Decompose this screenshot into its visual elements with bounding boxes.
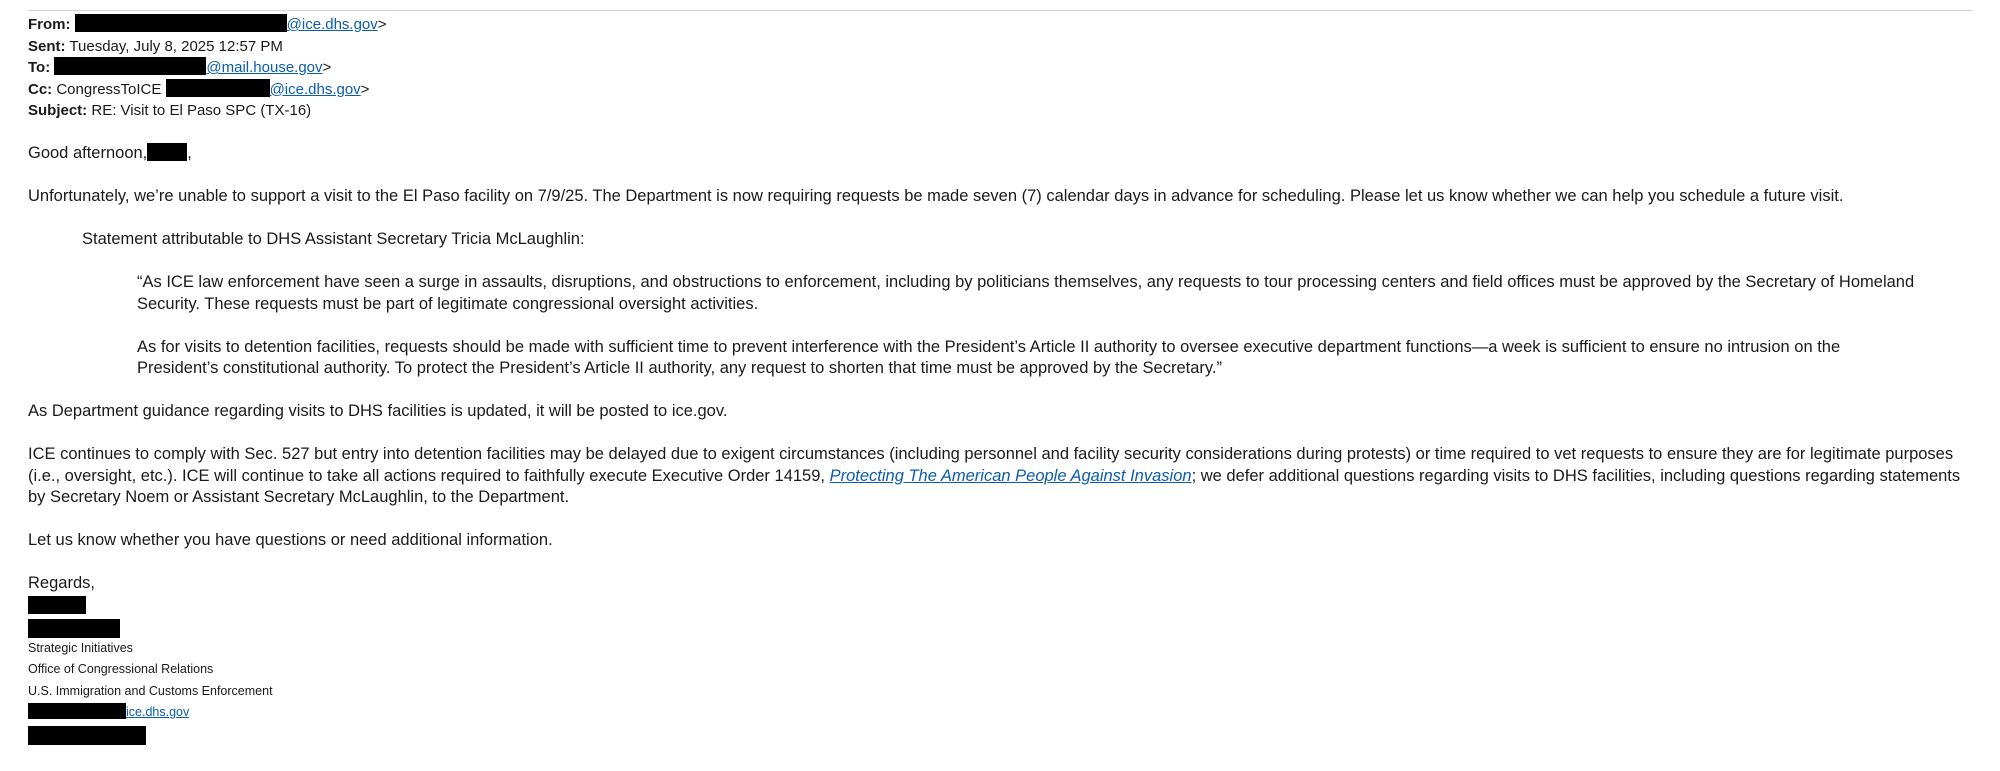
redacted-sender-title (28, 619, 120, 638)
paragraph-questions: Let us know whether you have questions or need additional information. (28, 531, 553, 549)
quote-paragraph-2: As for visits to detention facilities, requests should be made with sufficient time to prevent interference with the President’s Article II authority to oversee executive department functions—a week is sufficient to ensure no intrusion on the President’s constitutional authority. To protect the President’s Article II authority, any request to shorten that time must be approved by the Secretary.” (137, 337, 1841, 377)
redacted-sender-name (28, 596, 86, 614)
from-line (28, 14, 1978, 36)
signature-block (28, 596, 1978, 745)
subject-line (28, 100, 1978, 122)
quote-paragraph-1: “As ICE law enforcement have seen a surge in assaults, disruptions, and obstructions to enforcement, including by politicians themselves, any requests to tour processing centers and field offices must be approved by the Secretary of Homeland Security. These requests must be part of legitimate congressional oversight activities. (137, 273, 1915, 313)
from-email-link[interactable]: @ice.dhs.gov (286, 16, 378, 33)
redacted-phone (28, 726, 146, 745)
sent-label: Sent: (28, 37, 66, 55)
to-label: To: (28, 59, 51, 76)
greeting: Good afternoon, , (28, 144, 192, 162)
top-divider (28, 10, 1973, 11)
signature-email-line (28, 702, 1978, 724)
subject-label: Subject: (28, 102, 88, 119)
to-email-link[interactable]: @mail.house.gov (206, 59, 323, 76)
paragraph-unable-support: Unfortunately, we’re unable to support a visit to the El Paso facility on 7/9/25. The Department is now requiring requests be made seven (7) calendar days in advance for scheduling. Please let us know whether we can help you schedule a future visit. (28, 187, 1844, 205)
signature-email-link[interactable]: ice.dhs.gov (126, 705, 190, 719)
signature-line-1: Strategic Initiatives (28, 640, 133, 655)
cc-line (28, 79, 1978, 101)
to-suffix: > (322, 59, 332, 76)
paragraph-sec-527: ICE continues to comply with Sec. 527 but entry into detention facilities may be delayed due to exigent circumstances (including personnel and facility security considerations during protests) or time required to vet requests to ensure they are for legitimate purposes (i.e., oversight, etc.). ICE will continue to take all actions required to faithfully execute Executive Order 14159, Protecting The American People Against Invasion; we defer additional questions regarding visits to DHS facilities, including questions regarding statements by Secretary Noem or Assistant Secretary McLaughlin, to the Department. (28, 445, 1961, 506)
from-label: From: (28, 16, 71, 33)
cc-name: CongressToICE (56, 80, 162, 98)
from-suffix: > (377, 16, 387, 33)
redacted-from-name (75, 14, 287, 32)
redacted-cc-name (166, 79, 270, 97)
statement-intro: Statement attributable to DHS Assistant Secretary Tricia McLaughlin: (82, 230, 585, 248)
redacted-to-name (54, 57, 206, 75)
email-body (28, 143, 1978, 595)
cc-label: Cc: (28, 80, 53, 98)
sent-value: Tuesday, July 8, 2025 12:57 PM (69, 37, 283, 55)
subject-value: RE: Visit to El Paso SPC (TX-16) (91, 102, 312, 119)
executive-order-link[interactable]: Protecting The American People Against Invasion (829, 466, 1192, 485)
to-line (28, 57, 1978, 79)
sent-line (28, 36, 1978, 58)
redacted-recipient-name (147, 143, 187, 161)
email-message (28, 14, 1978, 745)
cc-email-link[interactable]: @ice.dhs.gov (269, 80, 361, 98)
signature-line-2: Office of Congressional Relations (28, 662, 214, 676)
cc-suffix: > (360, 80, 370, 98)
signature-line-3: U.S. Immigration and Customs Enforcement (28, 683, 273, 698)
regards: Regards, (28, 574, 95, 592)
paragraph-guidance: As Department guidance regarding visits to DHS facilities is updated, it will be posted to ice.gov. (28, 402, 728, 420)
redacted-signature-email (28, 703, 126, 719)
